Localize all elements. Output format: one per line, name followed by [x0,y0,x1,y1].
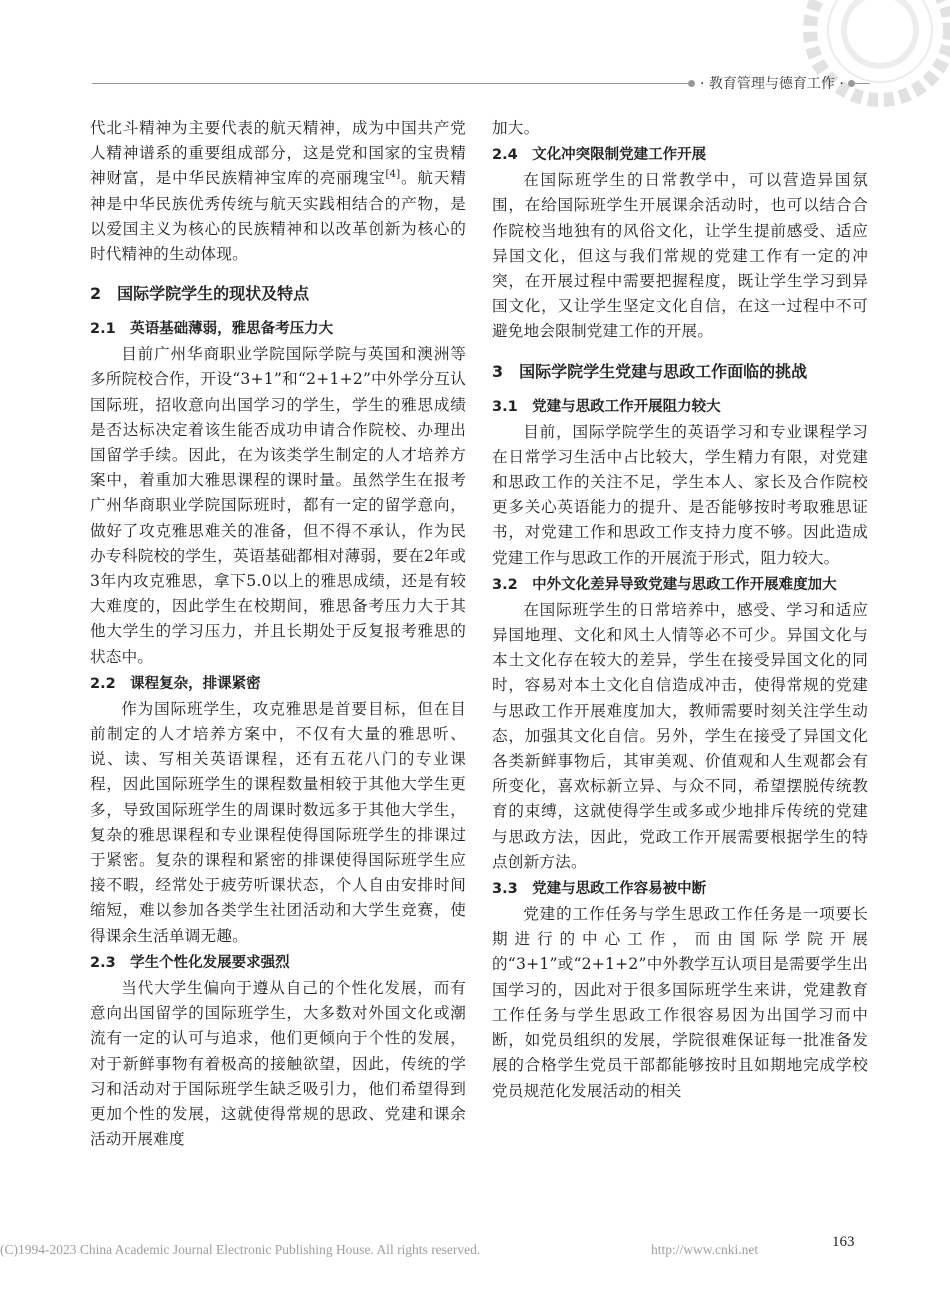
section-3-2-heading: 3.2 中外文化差异导致党建与思政工作开展难度加大 [492,576,837,593]
section-3-3-paragraph: 党建的工作任务与学生思政工作任务是一项要长期进行的中心工作，而由国际学院开展的“3+1”或“2+1+2”中外教学互认项目是需要学生出国学习的，因此对于很多国际班学生来讲，党建教育工作任务与学生思政工作很容易因为出国学习而中断，如党员组织的发展，学院很难保证每一批准备发展的合格学生党员干部都能够按时且如期地完成学校党员规范化发展活动的相关 [492,905,868,1100]
section-3-1-heading: 3.1 党建与思政工作开展阻力较大 [492,398,721,415]
gear-watermark-icon [790,0,950,120]
copyright-notice: (C)1994-2023 China Academic Journal Electronic Publishing House. All rights reserved. [0,1242,481,1257]
section-3-heading: 3 国际学院学生党建与思政工作面临的挑战 [492,361,808,381]
section-3-1-paragraph: 目前，国际学院学生的英语学习和专业课程学习在日常学习生活中占比较大，学生精力有限，对党建和思政工作的关注不足，学生本人、家长及合作院校更多关心英语能力的提升、是否能够按时考取雅思证书，对党建工作和思政工作支持力度不够。因此造成党建工作与思政工作的开展流于形式，阻力较大。 [492,422,868,567]
section-2-3-paragraph: 当代大学生偏向于遵从自己的个性化发展，而有意向出国留学的国际班学生，大多数对外国文化或潮流有一定的认可与追求，他们更倾向于个性的发展，对于新鲜事物有着极高的接触欲望，因此，传统的学习和活动对于国际班学生缺乏吸引力，他们希望得到更加个性的发展，这就使得常规的思政、党建和课余活动开展难度 [90,978,466,1149]
right-column [492,116,868,1104]
section-3-2-paragraph: 在国际班学生的日常培养中，感受、学习和适应异国地理、文化和风土人情等必不可少。异国文化与本土文化存在较大的差异，学生在接受异国文化的同时，容易对本土文化自信造成冲击，使得常规的党建与思政工作开展难度加大，教师需要时刻关注学生动态，加强其文化自信。另外，学生在接受了异国文化各类新鲜事物后，其审美观、价值观和人生观都会有所变化，喜欢标新立异、与众不同，希望摆脱传统教育的束缚，这就使得学生或多或少地排斥传统的党建与思政方法，因此，党政工作开展需要根据学生的特点创新方法。 [492,600,868,871]
section-2-2-paragraph: 作为国际班学生，攻克雅思是首要目标，但在目前制定的人才培养方案中，不仅有大量的雅思听、说、读、写相关英语课程，还有五花八门的专业课程，因此国际班学生的课程数量相较于其他大学生更多，导致国际班学生的周课时数远多于其他大学生，复杂的雅思课程和专业课程使得国际班学生的排课过于紧密。复杂的课程和紧密的排课使得国际班学生应接不暇，经常处于疲劳听课状态，个人自由安排时间缩短，难以参加各类学生社团活动和大学生竞赛，使得课余生活单调无趣。 [90,699,466,945]
section-2-heading: 2 国际学院学生的现状及特点 [90,284,310,304]
section-2-1-heading: 2.1 英语基础薄弱，雅思备考压力大 [90,321,334,338]
cnki-url: http://www.cnki.net [651,1242,759,1257]
section-2-1-paragraph: 目前广州华商职业学院国际学院与英国和澳洲等多所院校合作，开设“3+1”和“2+1+2”中外学分互认国际班，招收意向出国学习的学生，学生的雅思成绩是否达标决定着该生能否成功申请合作院校、办理出国留学手续。因此，在为该类学生制定的人才培养方案中，着重加大雅思课程的课时量。虽然学生在报考广州华商职业学院国际班时，都有一定的留学意向，做好了攻克雅思难关的准备，但不得不承认，作为民办专科院校的学生，英语基础都相对薄弱，要在2年或3年内攻克雅思，拿下5.0以上的雅思成绩，还是有较大难度的，因此学生在校期间，雅思备考压力大于其他大学生的学习压力，并且长期处于反复报考雅思的状态中。 [90,345,466,666]
section-3-3-heading: 3.3 党建与思政工作容易被中断 [492,881,707,898]
header-rule [92,83,692,84]
section-2-2-heading: 2.2 课程复杂，排课紧密 [90,675,261,692]
intro-text-tail: 。航天精神是中华民族优秀传统与航天实践相结合的产物，是以爱国主义为核心的民族精神和以改革创新为核心的时代精神的生动体现。 [90,169,466,264]
intro-text: 代北斗精神为主要代表的航天精神，成为中国共产党人精神谱系的重要组成部分，这是党和国家的宝贵精神财富，是中华民族精神宝库的亮丽瑰宝 [90,119,466,188]
page-number: 163 [832,1234,855,1250]
section-2-3-heading: 2.3 学生个性化发展要求强烈 [90,954,290,971]
left-column [90,116,466,1152]
header-dot-left [688,80,695,87]
intro-paragraph [90,116,466,267]
running-header: · 教育管理与德育工作 · [700,76,844,92]
continued-text: 加大。 [492,119,540,137]
section-2-4-paragraph: 在国际班学生的日常教学中，可以营造异国氛围，在给国际班学生开展课余活动时，也可以结合合作院校当地独有的风俗文化，让学生提前感受、适应异国文化，但这与我们常规的党建工作有一定的冲突，在开展过程中需要把握程度，既让学生学习到异国文化，又让学生坚定文化自信，在这一过程中不可避免地会限制党建工作的开展。 [492,171,868,341]
section-2-4-heading: 2.4 文化冲突限制党建工作开展 [492,147,707,164]
header-rule-end [854,83,870,84]
citation-ref: [4] [385,169,401,181]
